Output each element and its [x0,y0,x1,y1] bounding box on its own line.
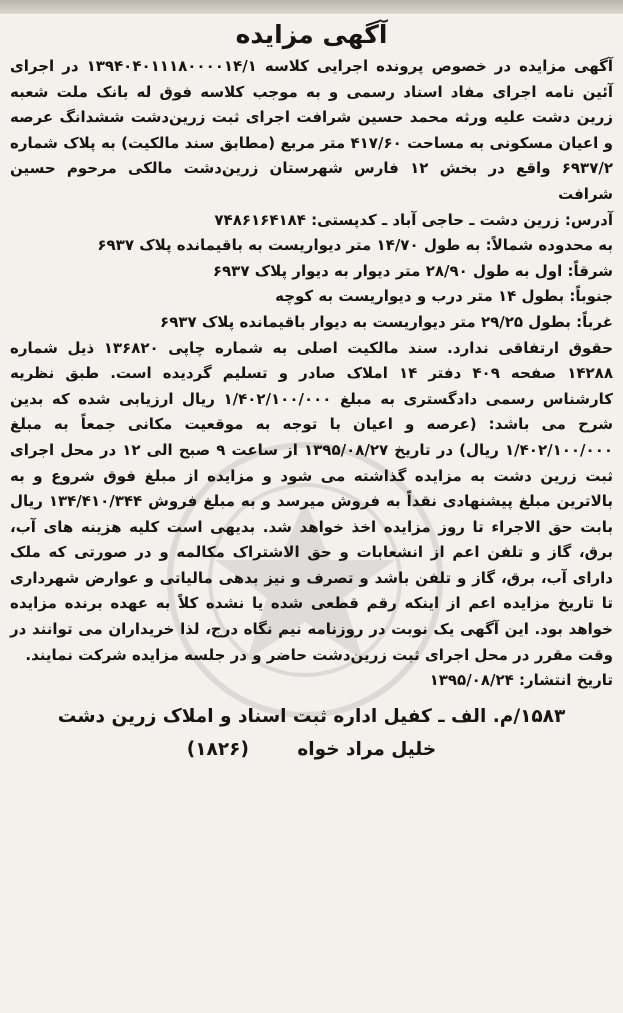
notice-intro: آگهی مزایده در خصوص پرونده اجرایی کلاسه ۱۳۹۴۰۴۰۱۱۱۸۰۰۰۰۱۴/۱ در اجرای آئین نامه اجرای مفاد اسناد رسمی و به موجب کلاسه فوق له بانک ملت شعبه زرین دشت علیه ورثه محمد حسین شرافت اجرای ثبت زرین‌دشت ششدانگ عرصه و اعیان مسکونی به مساحت ۴۱۷/۶۰ متر مربع (مطابق سند مالکیت) به پلاک شماره ۶۹۳۷/۲ واقع در بخش ۱۲ فارس شهرستان زرین‌دشت مالکی مرحوم حسین شرافت [10,57,614,203]
notice-code: (۱۸۲۶) [186,738,249,760]
signer-name: خلیل مراد خواه [297,738,437,760]
boundary-west: غرباً: بطول ۲۹/۲۵ متر دیواریست به دیوار باقیمانده پلاک ۶۹۳۷ [160,312,613,331]
boundary-north: به محدوده شمالاً: به طول ۱۴/۷۰ متر دیواریست به باقیمانده پلاک ۶۹۳۷ [97,236,613,255]
issuer-line: ۱۵۸۳/م. الف ـ کفیل اداره ثبت اسناد و املاک زرین دشت [57,705,566,727]
publish-date: تاریخ انتشار: ۱۳۹۵/۰۸/۲۴ [429,671,613,690]
notice-body: حقوق ارتفاقی ندارد. سند مالکیت اصلی به شماره چاپی ۱۳۶۸۲۰ ذیل شماره ۱۴۲۸۸ صفحه ۴۰۹ دفتر ۱۴ املاک صادر و تسلیم گردیده است. طبق نظریه کارشناس رسمی دادگستری به مبلغ ۱/۴۰۲/۱۰۰/۰۰۰ ریال ارزیابی شده که بدین شرح می باشد: (عرصه و اعیان با توجه به موقعیت مکانی جمعاً به مبلغ ۱/۴۰۲/۱۰۰/۰۰۰ ریال) در تاریخ ۱۳۹۵/۰۸/۲۷ از ساعت ۹ صبح الی ۱۲ در محل اجرای ثبت زرین دشت به مزایده گذاشته می شود و مزایده از مبلغ فوق شروع و به بالاترین مبلغ پیشنهادی نقداً به فروش میرسد و به مبلغ فروش ۱۳۴/۴۱۰/۳۴۴ ریال بابت حق الاجراء تا روز مزایده اخذ خواهد شد. بدیهی است کلیه هزینه های آب، برق، گاز و تلفن اعم از انشعابات و حق الاشتراک مکالمه و در صورتی که ملک دارای آب، برق، گاز و تلفن باشد و تصرف و نیز بدهی مالیاتی و عوارض شهرداری تا تاریخ مزایده اعم از اینکه رقم قطعی شده یا نشده کلاً به عهده برنده مزایده خواهد بود. این آگهی یک نوبت در روزنامه نیم نگاه درج، لذا خریداران می توانند در وقت مقرر در محل اجرای ثبت زرین‌دشت حاضر و در جلسه مزایده شرکت نمایند. [10,338,614,664]
signer-line [10,734,613,766]
notice-title: آگهی مزایده [235,20,388,49]
boundary-east: شرقاً: اول به طول ۲۸/۹۰ متر دیوار به دیوار پلاک ۶۹۳۷ [212,261,613,280]
torn-top-edge [0,0,623,14]
auction-notice [10,18,613,766]
notice-address: آدرس: زرین دشت ـ حاجی آباد ـ کدپستی: ۷۴۸۶۱۶۴۱۸۴ [214,210,613,229]
boundary-south: جنوباً: بطول ۱۴ متر درب و دیواریست به کوچه [275,287,613,306]
